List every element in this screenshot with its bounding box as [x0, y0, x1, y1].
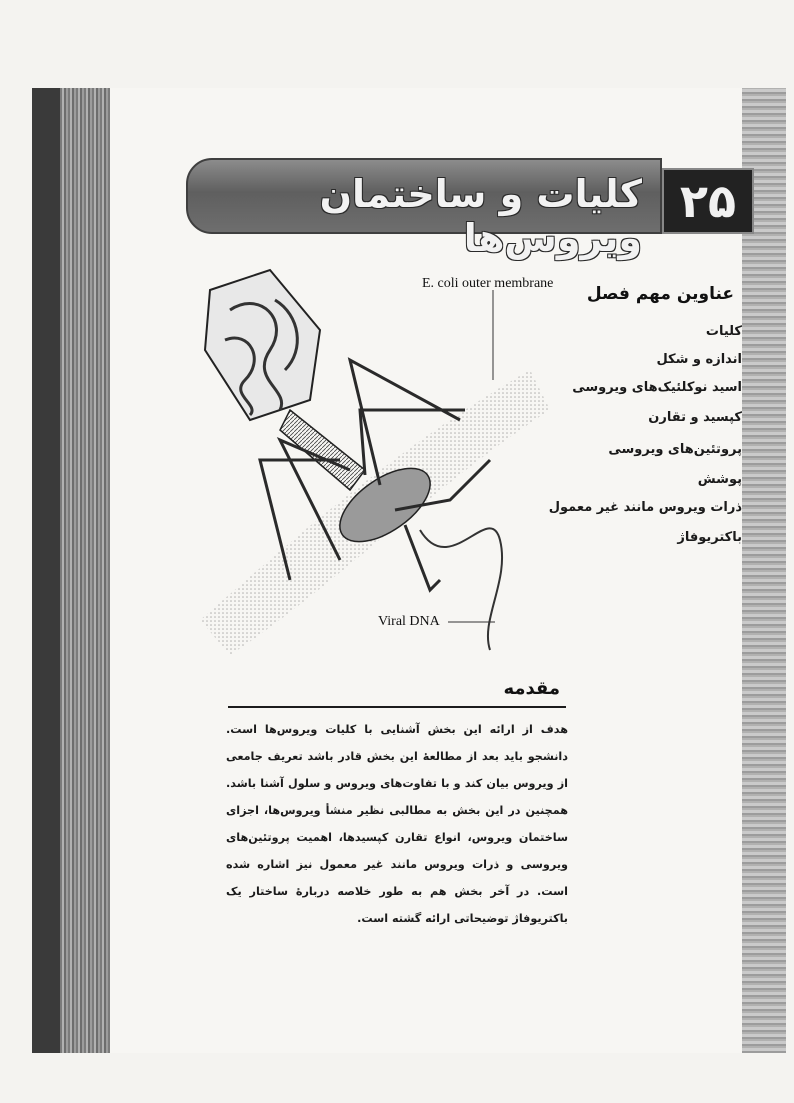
intro-divider: [228, 706, 566, 708]
toc-item: کلیات: [705, 324, 742, 339]
phage-tail-sheath: [280, 410, 365, 490]
toc-title: عناوین مهم فصل: [586, 284, 734, 304]
book-spine-shadow: [32, 88, 60, 1053]
toc-item: کپسید و تقارن: [648, 410, 742, 425]
bacteriophage-figure: [190, 260, 560, 660]
label-viral-dna: Viral DNA: [378, 614, 440, 629]
toc-item: پروتئین‌های ویروسی: [608, 442, 742, 457]
intro-heading: مقدمه: [503, 678, 560, 699]
chapter-number: ۲۵: [679, 174, 737, 228]
label-outer-membrane: E. coli outer membrane: [422, 276, 554, 291]
toc-item: باکتریوفاژ: [677, 530, 742, 545]
intro-paragraph: هدف از ارائه این بخش آشنایی با کلیات ویروس‌ها است. دانشجو باید بعد از مطالعهٔ این بخش قادر باشد تعریف جامعی از ویروس بیان کند و با تفاوت‌های ویروس و سلول آشنا باشد. همچنین در این بخش به مطالبی نظیر منشأ ویروس‌ها، اجزای ساختمان ویروس، انواع تقارن کپسیدها، اهمیت پروتئین‌های ویروسی و ذرات ویروس مانند غیر معمول نیز اشاره شده است. در آخر بخش هم به طور خلاصه دربارهٔ ساختار یک باکتریوفاژ توضیحاتی ارائه گشته است.: [226, 723, 568, 925]
bacteriophage-illustration: [190, 260, 560, 660]
toc-item: اسید نوکلئیک‌های ویروسی: [572, 380, 742, 395]
toc-item: پوشش: [697, 472, 742, 487]
toc-item: اندازه و شکل: [656, 352, 742, 367]
chapter-title: کلیات و ساختمان ویروس‌ها: [319, 172, 642, 260]
toc-item: ذرات ویروس مانند غیر معمول: [548, 500, 742, 515]
phage-head: [205, 270, 320, 420]
